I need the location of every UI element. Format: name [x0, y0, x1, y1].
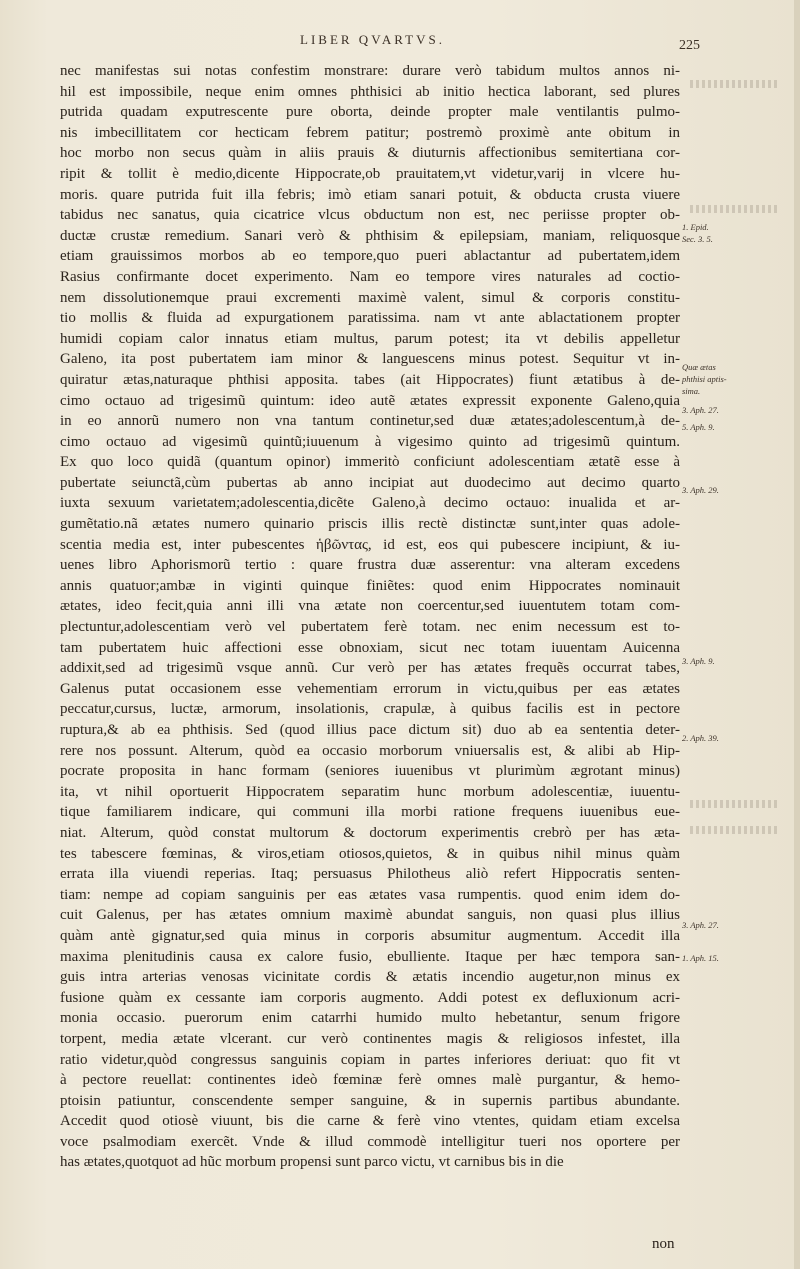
text-line: etiam grauissimos morbos ab eo tempore,quo pueri ablactantur ad pubertatem,idem: [60, 248, 680, 265]
text-line: quiratur ætas,naturaque phthisi apposita. tabes (ait Hippocrates) fiunt ætatibus à de-: [60, 371, 680, 388]
page-edge: [794, 0, 800, 1269]
text-line: monia occasio. puerorum enim catarrhi humido multo hebetantur, senum frigore: [60, 1010, 680, 1027]
text-line: tes tabescere fœminas, & viros,etiam otiosos,quietos, & in quibus nihil minus quàm: [60, 845, 680, 862]
text-line: nec manifestas sui notas confestim monstrare: durare verò tabidum multos annos ni-: [60, 63, 680, 79]
text-line: iuxta sexuum varietatem;adolescentia,dicẽte Galeno,à decimo octauo: inualida et ar-: [60, 495, 680, 512]
text-line: pubertate seiunctã,cùm pubertas ab anno incipiat aut duodecimo aut decimo quarto: [60, 474, 680, 491]
marginal-note: Quæ ætas: [682, 361, 716, 372]
text-line: ductæ crustæ remedium. Sanari verò & phthisim & epilepsiam, maniam, reliquosque: [60, 227, 680, 244]
text-line: nis imbecillitatem cor hecticam febrem patitur; postremò proximè ante obitum in: [60, 124, 680, 141]
text-line: uenes libro Aphorismorũ tertio : quare frustra duæ asserentur: vna alteram excedens: [60, 557, 680, 574]
text-line: ripit & tollit è medio,dicente Hippocrate,ob prauitatem,vt videtur,varij in vlcere hu-: [60, 165, 680, 182]
text-line: fusione quàm ex cessante iam corporis augmento. Addi potest ex defluxionum acri-: [60, 989, 680, 1006]
text-line: ita, vt nihil oportuerit Hippocratem separatim hunc morbum adolescentiæ, iuuentu-: [60, 783, 680, 800]
text-line: ptoisin patiuntur, conscendente semper sanguine, & in supernis partibus abundante.: [60, 1092, 680, 1109]
text-line: gumẽtatio.nã ætates numero quinario priscis illis rectè distinctæ sunt,inter quas adole-: [60, 516, 680, 533]
text-line: Rasius confirmante docet experimento. Nam eo tempore vires naturales ad coctio-: [60, 268, 680, 285]
running-head: LIBER QVARTVS.: [300, 32, 445, 47]
text-line: torpent, media ætate vlcerant. cur verò continentes magis & religiosos infestet, illa: [60, 1030, 680, 1047]
text-line: Galeno, ita post pubertatem iam minor & languescens minus potest. Sequitur vt in-: [60, 351, 680, 368]
text-line: Ex quo loco quidã (quantum opinor) immeritò conficiunt adolescentiam ætatẽ esse à: [60, 454, 680, 471]
page-number: 225: [679, 38, 700, 53]
text-line: tabidus nec sanatus, quia cicatrice vlcus obductum non est, nec periisse propter ob-: [60, 207, 680, 224]
marginal-note: 5. Aph. 9.: [682, 421, 715, 432]
text-line: putrida quadam exputrescente pure oborta, deinde propter male ventilantis pulmo-: [60, 104, 680, 121]
text-line: in eo annorũ numero non vna tantum continetur,sed duæ ætates;adolescentum,à de-: [60, 413, 680, 430]
text-line: cuit Galenus, per has ætates omnium maximè abundat sanguis, non quasi plus illius: [60, 907, 680, 924]
text-line: moris. quare putrida fuit illa febris; imò etiam sanari potuit, & obducta crusta viuere: [60, 186, 680, 203]
text-line: quàm antè gignatur,sed quia minus in corporis absumitur augmentum. Accedit illa: [60, 927, 680, 944]
text-line: tio mollis & fluida ad expurgationem paratissima. nam vt ante ablactationem propter: [60, 310, 680, 327]
text-line: hil est impossibile, neque enim omnes phthisici ab initio hectica laborant, sed plures: [60, 83, 680, 100]
text-line: peccatur,cursus, luctæ, armorum, insolationis, crapulæ, à quibus facilis est in pectore: [60, 701, 680, 718]
text-line: humidi copiam calor innatus etiam multus, parum potest; ita vt debilis appelletur: [60, 330, 680, 347]
text-line: cimo octauo ad trigesimũ quintum: ideo autẽ ætates expressit exponente Galeno,quia: [60, 392, 680, 409]
text-line: maxima plenitudinis causa ex calore fusio, ebulliente. Itaque per hæc tempora san-: [60, 948, 680, 965]
show-through: [690, 800, 780, 808]
marginal-note: sima.: [682, 386, 701, 397]
text-line: rere nos possunt. Alterum, quòd ea occasio morborum vniuersalis est, & alibi ab Hip-: [60, 742, 680, 759]
text-line: nem dissolutionemque praui excrementi maximè valent, simul & corporis constitu-: [60, 289, 680, 306]
text-line: annis quatuor;ambæ in viginti quinque finiẽtes: quod enim Hippocrates nominauit: [60, 577, 680, 594]
text-line: tam pubertatem huic affectioni esse obnoxiam, sicut nec totam iuuentam Auicenna: [60, 639, 680, 656]
show-through: [690, 826, 780, 834]
text-line: niat. Alterum, quòd constat multorum & doctorum experimentis crebrò per has æta-: [60, 824, 680, 841]
marginal-note: phthisi aptis-: [682, 374, 727, 385]
marginal-note: 3. Aph. 9.: [682, 656, 715, 667]
text-line: has ætates,quotquot ad hũc morbum propensi sunt parco victu, vt carnibus bis in die: [60, 1154, 564, 1171]
text-line: scentia media est, inter pubescentes ἡβῶντας, id est, eos qui pubescere incipiunt, & iu-: [60, 536, 680, 553]
marginal-note: 3. Aph. 27.: [682, 405, 719, 416]
marginal-note: 1. Epid.: [682, 221, 709, 232]
text-line: ætates, ideo fecit,quia anni illi vna ætate non coercentur,sed iuuentutem totam com-: [60, 598, 680, 615]
text-line: cimo octauo ad vigesimũ quintũ;iuuenum à vigesimo quinto ad trigesimũ quintum.: [60, 433, 680, 450]
text-line: addixit,sed ad trigesimũ vsque annũ. Cur verò per has ætates frequẽs occurrat tabes,: [60, 660, 680, 677]
text-line: errata illa viuendi reperias. Itaq; persuasus Philotheus aliò refert Hippocratis senten-: [60, 866, 680, 883]
text-line: tique familiarem indicare, qui communi illa morbi ratione frequens iuuenibus eue-: [60, 804, 680, 821]
text-line: à pectore reuellat: continentes ideò fœminæ ferè omnes malè purgantur, & hemo-: [60, 1072, 680, 1089]
show-through: [690, 80, 780, 88]
text-line: guis intra arterias venosas vicinitate cordis & ætatis incendio augetur,non minus ex: [60, 969, 680, 986]
text-line: tiam: nempe ad copiam sanguinis per eas ætates vasa rumpentis. quod enim idem do-: [60, 886, 680, 903]
marginal-note: 3. Aph. 27.: [682, 920, 719, 931]
text-line: Galenus putat occasionem esse vehementiam errorum in victu,quibus per eas ætates: [60, 680, 680, 697]
text-line: ruptura,& ab ea phthisis. Sed (quod illius pace dictum sit) duo ab ea sententia deter-: [60, 722, 680, 738]
catchword: non: [652, 1236, 675, 1252]
marginal-note: 1. Aph. 15.: [682, 952, 719, 963]
text-line: plectuntur,adolescentiam verò vel pubertatem ferè totam. nec enim necessum est to-: [60, 619, 680, 636]
text-line: pocrate proposita in hanc formam (seniores iuuenibus vt plurimùm ægrotant minus): [60, 763, 680, 780]
marginal-note: 3. Aph. 29.: [682, 485, 719, 496]
main-text-block: [60, 61, 680, 1173]
text-line: voce psalmodiam exercẽt. Vnde & illud commodè intelligitur tueri nos oportere per: [60, 1133, 680, 1150]
page-header: [60, 30, 700, 56]
text-line: hoc morbo non secus quàm in aliis prauis & diuturnis affectionibus semitertiana cor-: [60, 145, 680, 162]
text-line: ratio videtur,quòd congressus sanguinis copiam in partes inferiores deriuat: quo fit vt: [60, 1051, 680, 1068]
marginal-note: Sec. 3. 5.: [682, 234, 713, 245]
show-through: [690, 205, 780, 213]
text-line: Accedit quod otiosè viuunt, bis die carne & ferè vino vtentes, quidam etiam excelsa: [60, 1113, 680, 1130]
marginal-note: 2. Aph. 39.: [682, 732, 719, 743]
